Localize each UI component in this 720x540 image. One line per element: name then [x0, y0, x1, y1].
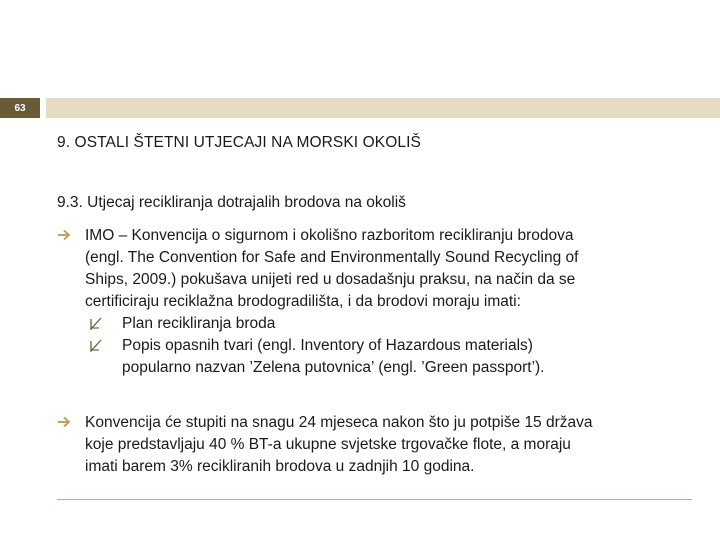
checkmark-icon [90, 339, 102, 352]
sub-list-item [57, 313, 687, 335]
section-title: 9. OSTALI ŠTETNI UTJECAJI NA MORSKI OKOLIŠ [57, 134, 421, 151]
bullet-line: certificiraju reciklažna brodogradilišta, i da brodovi moraju imati: [85, 293, 521, 310]
bullet-line: imati barem 3% recikliranih brodova u zadnjih 10 godina. [85, 458, 475, 475]
footer-divider [57, 499, 692, 500]
arrow-right-icon [57, 228, 71, 242]
bullet-line: (engl. The Convention for Safe and Environmentally Sound Recycling of [85, 249, 579, 266]
checkmark-icon [90, 317, 102, 330]
sub-item-line: Popis opasnih tvari (engl. Inventory of Hazardous materials) [122, 337, 533, 354]
bullet-item [57, 225, 687, 379]
arrow-right-icon [57, 415, 71, 429]
sub-list [57, 313, 687, 379]
header-band [46, 98, 720, 118]
subsection-title: 9.3. Utjecaj recikliranja dotrajalih brodova na okoliš [57, 194, 406, 211]
sub-list-item [57, 335, 687, 379]
page-number: 63 [0, 98, 40, 118]
sub-item-line: Plan recikliranja broda [122, 315, 276, 332]
bullet-line: IMO – Konvencija o sigurnom i okolišno razboritom recikliranju brodova [85, 227, 574, 244]
bullet-line: Ships, 2009.) pokušava unijeti red u dosadašnju praksu, na način da se [85, 271, 576, 288]
sub-item-line: popularno nazvan ’Zelena putovnica’ (engl. ’Green passport’). [122, 359, 545, 376]
bullet-line: Konvencija će stupiti na snagu 24 mjeseca nakon što ju potpiše 15 država [85, 414, 593, 431]
bullet-line: koje predstavljaju 40 % BT-a ukupne svjetske trgovačke flote, a moraju [85, 436, 571, 453]
bullet-item [57, 412, 687, 478]
